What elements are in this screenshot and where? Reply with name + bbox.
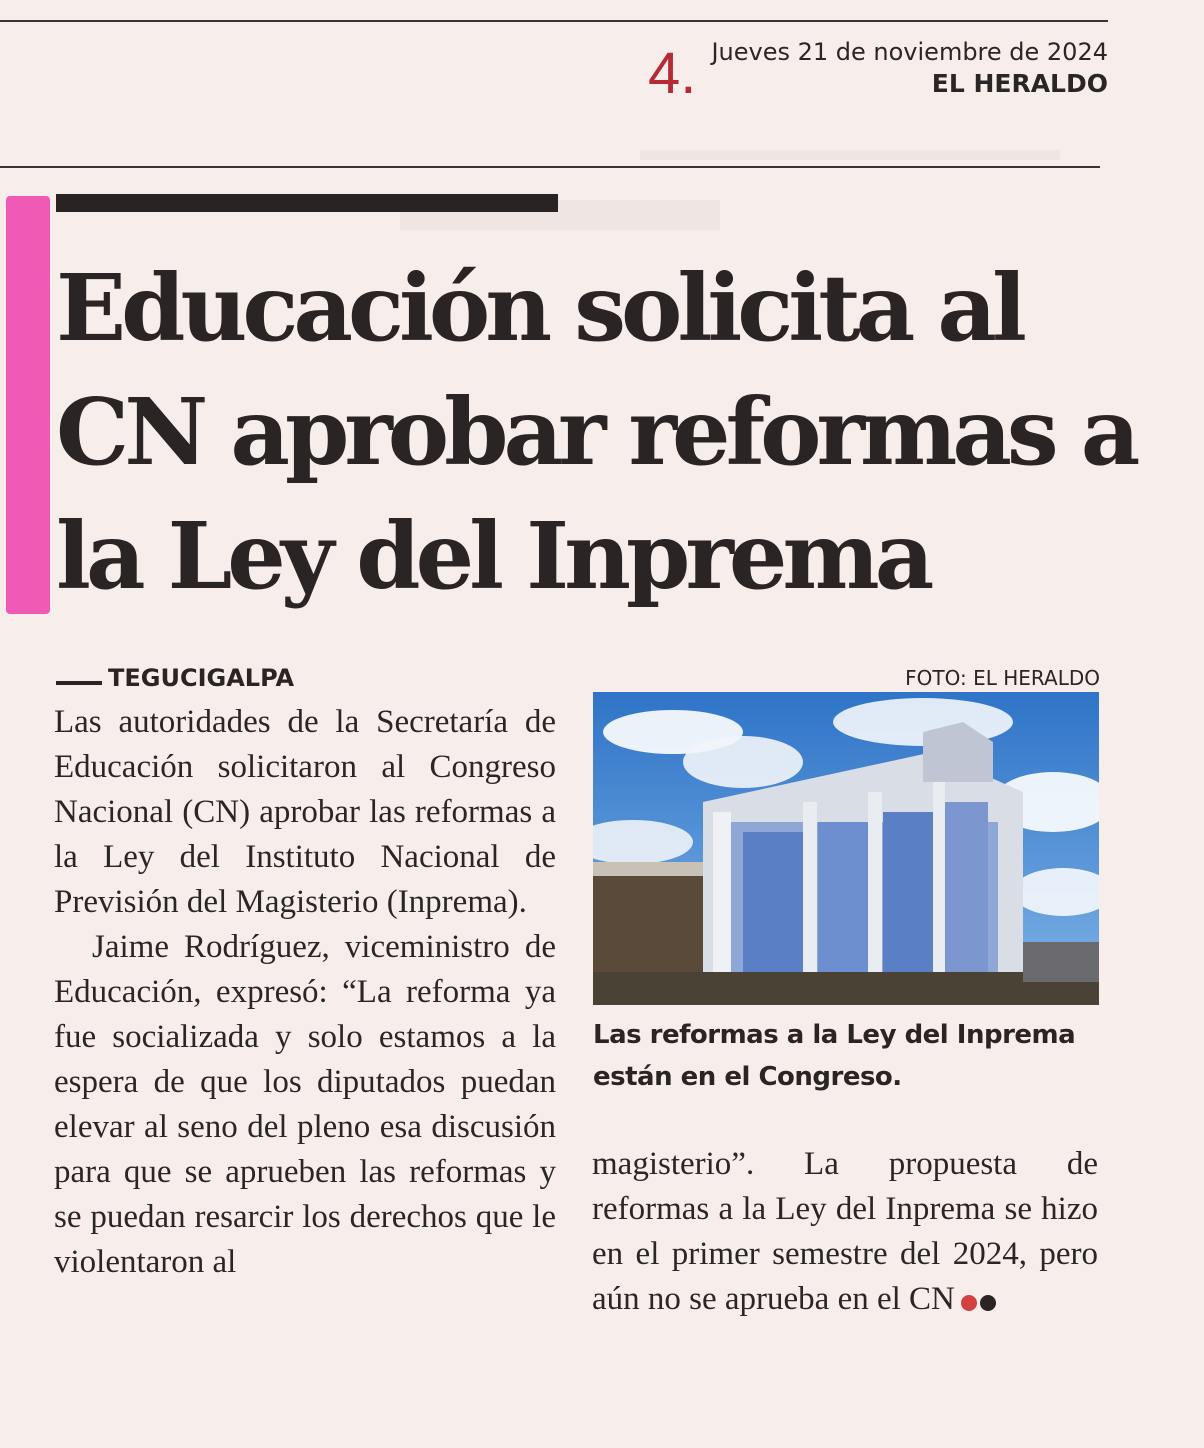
- end-of-article-icon: [961, 1279, 999, 1324]
- section-rule: [0, 166, 1100, 168]
- article-photo: [593, 692, 1099, 1005]
- issue-date: Jueves 21 de noviembre de 2024: [711, 38, 1108, 66]
- paragraph-3-text: magisterio”. La propuesta de reformas a la Ley del Inprema se hizo en el primer semestre del 2024, pero aún no se aprueba en el CN: [592, 1146, 1098, 1317]
- highlighter-mark: [6, 196, 50, 614]
- newspaper-name: EL HERALDO: [931, 69, 1108, 98]
- page-number: 4.: [648, 41, 697, 106]
- paragraph-1: Las autoridades de la Secretaría de Educación solicitaron al Congreso Nacional (CN) aprobar las reformas a la Ley del Instituto Nacional de Previsión del Magisterio (Inprema).: [54, 704, 556, 920]
- photo-caption: Las reformas a la Ley del Inprema están en el Congreso.: [593, 1020, 1076, 1092]
- photo-credit: FOTO: EL HERALDO: [905, 666, 1100, 690]
- article-column-right: [592, 1142, 1098, 1324]
- building-photo: [593, 692, 1099, 1005]
- article-headline: Educación solicita al CN aprobar reformas a la Ley del Inprema: [56, 254, 1136, 610]
- top-rule: [0, 20, 1108, 22]
- dateline-dash: [56, 681, 102, 685]
- dateline: [56, 664, 294, 692]
- headline-bar: [56, 194, 558, 212]
- dateline-city: TEGUCIGALPA: [108, 664, 295, 692]
- article-column-left: [54, 700, 556, 1285]
- paragraph-2: Jaime Rodríguez, viceministro de Educación, expresó: “La reforma ya fue socializada y solo estamos a la espera de que los diputados puedan elevar al seno del pleno esa discusión para que se aprueben las reformas y se puedan resarcir los derechos que le violentaron al: [54, 929, 556, 1280]
- paragraph-3: [592, 1142, 1098, 1324]
